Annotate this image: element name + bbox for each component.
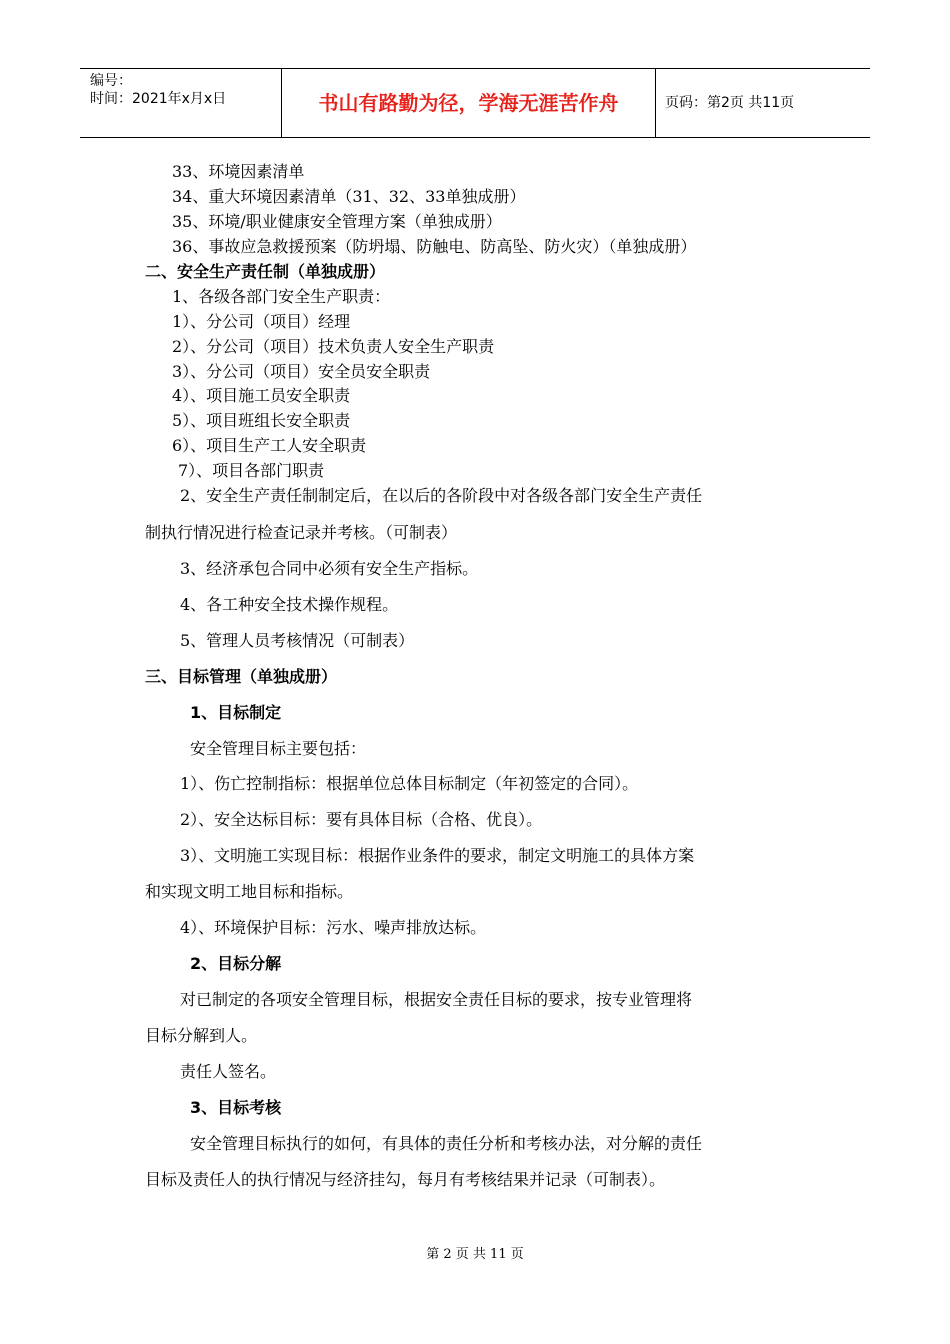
document-time-label: 时间：2021年x月x日	[90, 91, 227, 107]
paragraph-line: 1）、伤亡控制指标：根据单位总体目标制定（年初签定的合同）。	[180, 774, 639, 793]
list-item: 36、事故应急救援预案（防坍塌、防触电、防高坠、防火灾）（单独成册）	[172, 237, 697, 256]
list-item: 35、环境/职业健康安全管理方案（单独成册）	[172, 212, 502, 231]
list-item: 7）、项目各部门职责	[178, 461, 325, 480]
paragraph-line: 3、经济承包合同中必须有安全生产指标。	[180, 559, 479, 578]
paragraph-line: 制执行情况进行检查记录并考核。（可制表）	[145, 523, 458, 542]
header-page-info: 页码：第2页 共11页	[665, 95, 795, 111]
header-left-cell	[80, 69, 280, 137]
paragraph-line: 责任人签名。	[180, 1062, 277, 1081]
paragraph-line: 和实现文明工地目标和指标。	[145, 882, 354, 901]
paragraph-line: 2、安全生产责任制制定后，在以后的各阶段中对各级各部门安全生产责任	[180, 486, 703, 505]
paragraph-line: 安全管理目标执行的如何，有具体的责任分析和考核办法，对分解的责任	[190, 1134, 703, 1153]
header-center-cell	[281, 69, 656, 137]
list-item: 33、环境因素清单	[172, 162, 305, 181]
list-item: 2）、分公司（项目）技术负责人安全生产职责	[172, 337, 495, 356]
list-item: 6）、项目生产工人安全职责	[172, 436, 367, 455]
list-item: 1、各级各部门安全生产职责：	[172, 287, 391, 306]
paragraph-line: 2）、安全达标目标：要有具体目标（合格、优良）。	[180, 810, 543, 829]
list-item: 5）、项目班组长安全职责	[172, 411, 351, 430]
paragraph-line: 目标分解到人。	[145, 1026, 258, 1045]
subsection-heading: 2、目标分解	[190, 954, 282, 973]
page-footer: 第 2 页 共 11 页	[426, 1247, 524, 1262]
header-right-cell	[655, 69, 870, 137]
list-item: 4）、项目施工员安全职责	[172, 386, 351, 405]
subsection-heading: 1、目标制定	[190, 703, 282, 722]
paragraph-line: 对已制定的各项安全管理目标，根据安全责任目标的要求，按专业管理将	[180, 990, 693, 1009]
list-item: 34、重大环境因素清单（31、32、33单独成册）	[172, 187, 526, 206]
section-heading: 三、目标管理（单独成册）	[145, 667, 338, 686]
header-motto: 书山有路勤为径，学海无涯苦作舟	[318, 91, 619, 115]
list-item: 3）、分公司（项目）安全员安全职责	[172, 362, 431, 381]
paragraph-line: 4、各工种安全技术操作规程。	[180, 595, 399, 614]
paragraph-line: 4）、环境保护目标：污水、噪声排放达标。	[180, 918, 487, 937]
paragraph-line: 3）、文明施工实现目标：根据作业条件的要求，制定文明施工的具体方案	[180, 846, 695, 865]
document-number-label: 编号：	[90, 73, 132, 89]
paragraph-line: 5、管理人员考核情况（可制表）	[180, 631, 415, 650]
section-heading: 二、安全生产责任制（单独成册）	[145, 262, 386, 281]
subsection-heading: 3、目标考核	[190, 1098, 282, 1117]
page-header	[80, 68, 870, 138]
list-item: 1）、分公司（项目）经理	[172, 312, 351, 331]
paragraph-line: 安全管理目标主要包括：	[190, 739, 367, 758]
paragraph-line: 目标及责任人的执行情况与经济挂勾，每月有考核结果并记录（可制表）。	[145, 1170, 666, 1189]
